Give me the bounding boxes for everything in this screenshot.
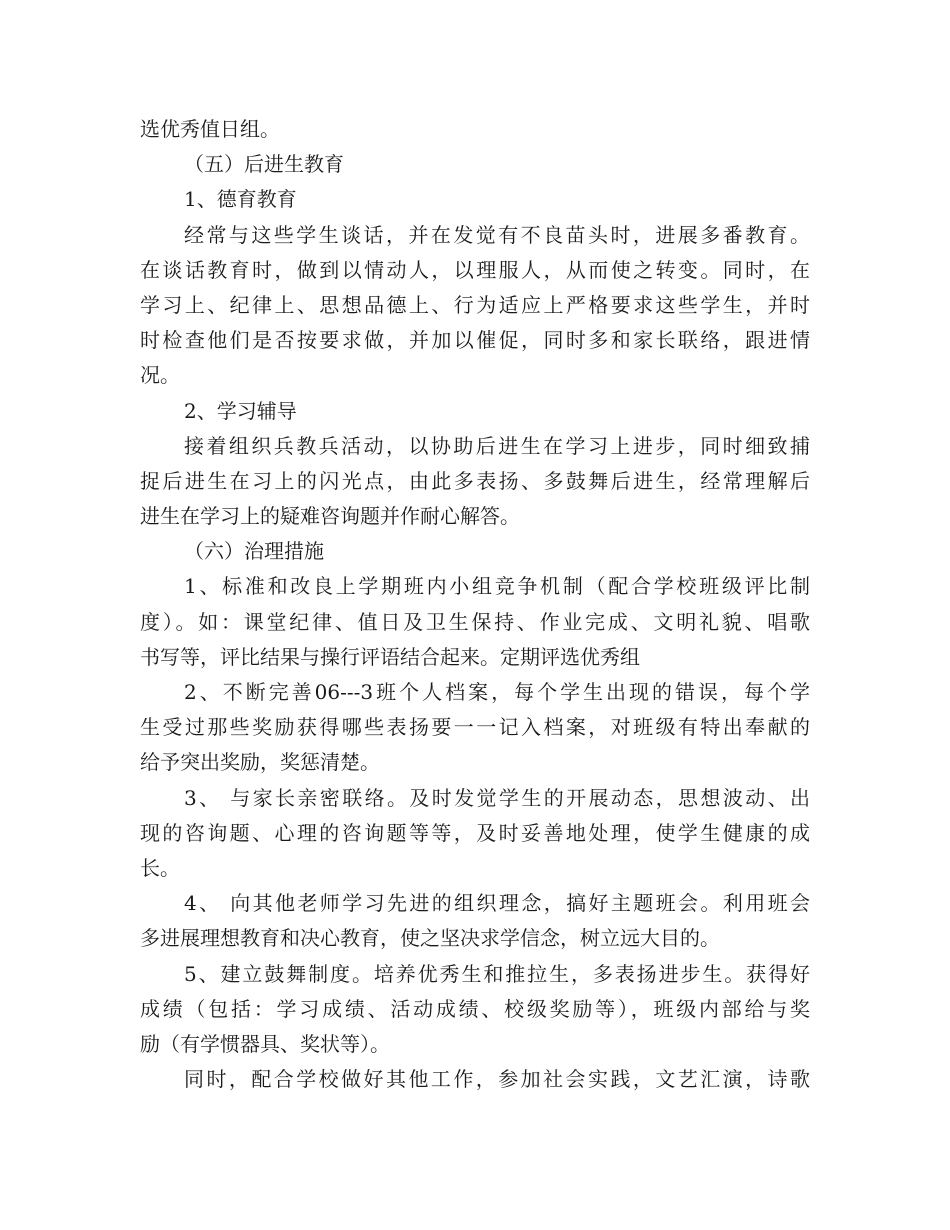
text-line: 长。 [140, 855, 180, 880]
subheading-study-tutoring: 2、学习辅导 [184, 398, 297, 423]
section-heading-6: （六）治理措施 [184, 539, 324, 564]
text-line: 2、不断完善06---3班个人档案，每个学生出现的错误，每个学 [184, 680, 810, 704]
text-line: 励（有学惯器具、奖状等）。 [140, 1031, 390, 1056]
text-line: 现的咨询题、心理的咨询题等等，及时妥善地处理，使学生健康的成 [140, 820, 810, 845]
document-body [140, 112, 810, 1097]
text-line: 书写等，评比结果与操行评语结合起来。定期评选优秀组 [140, 644, 640, 669]
text-line: 成绩（包括：学习成绩、活动成绩、校级奖励等），班级内部给与奖 [140, 996, 810, 1021]
text-line: 时检查他们是否按要求做，并加以催促，同时多和家长联络，跟进情 [140, 328, 810, 353]
section-heading-5: （五）后进生教育 [184, 152, 344, 177]
text-line: 生受过那些奖励获得哪些表扬要一一记入档案，对班级有特出奉献的 [140, 715, 810, 740]
text-line: 4、 向其他老师学习先进的组织理念，搞好主题班会。利用班会 [184, 891, 810, 916]
text-line: 学习上、纪律上、思想品德上、行为适应上严格要求这些学生，并时 [140, 292, 810, 317]
text-line: 度）。如：课堂纪律、值日及卫生保持、作业完成、文明礼貌、唱歌 [140, 609, 810, 634]
text-line: 况。 [140, 363, 180, 388]
text-line: 1、标准和改良上学期班内小组竞争机制（配合学校班级评比制 [184, 574, 810, 599]
text-line: 接着组织兵教兵活动，以协助后进生在学习上进步，同时细致捕 [184, 433, 810, 458]
text-line: 选优秀值日组。 [140, 117, 280, 141]
text-line: 3、 与家长亲密联络。及时发觉学生的开展动态，思想波动、出 [184, 785, 810, 810]
text-line: 5、建立鼓舞制度。培养优秀生和推拉生，多表扬进步生。获得好 [184, 961, 810, 986]
text-line: 多进展理想教育和决心教育，使之坚决求学信念，树立远大目的。 [140, 926, 720, 951]
text-line: 捉后进生在习上的闪光点，由此多表扬、多鼓舞后进生，经常理解后 [140, 468, 810, 493]
text-line: 在谈话教育时，做到以情动人，以理服人，从而使之转变。同时，在 [140, 257, 810, 282]
subheading-moral-education: 1、德育教育 [184, 187, 297, 212]
text-line: 给予突出奖励，奖惩清楚。 [140, 750, 380, 775]
text-line: 进生在学习上的疑难咨询题并作耐心解答。 [140, 504, 520, 529]
text-line: 经常与这些学生谈话，并在发觉有不良苗头时，进展多番教育。 [184, 222, 810, 247]
text-line: 同时，配合学校做好其他工作，参加社会实践，文艺汇演，诗歌 [184, 1067, 810, 1092]
